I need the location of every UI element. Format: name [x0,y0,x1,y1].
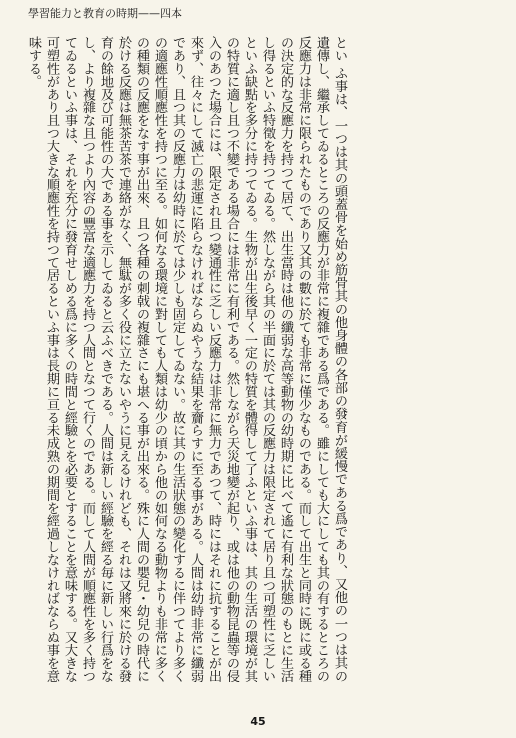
page-number: 45 [250,715,266,728]
vertical-body-text [24,36,496,682]
body-paragraph: とい ふ事は、一つは其の頭蓋骨を始め筋骨其の他身體の各部の發育が緩慢である爲であり、又他の一つは其の遺傳し、繼承してゐるところの反應力が非常に複雜である爲である。雖にしても大にしても其の有するところの反應力は非常に限られたものであり又其の數に於ても非常に僅少なものである。而して出生と同時に既に或る種の決定的な反應力を持つて居て、出生當時は他の纖弱な高等動物の幼時期に比べて遙に有利な狀態のもとに生活し得るといふ特徵を持つてゐる。然しながら其の半面に於ては其の反應力は限定されて居り且つ可塑性に乏しいといふ缺點を多分に持つてゐる。生物が出生後早く一定の特質を體得して了ふといふ事は、其の生活の環境が其の特質に適し且つ不變である場合には非常に有利である。然しながら天災地變が起り、或は他の動物昆蟲等の侵入のあつた場合には、限定され且つ變通性に乏しい反應力は非常に無力であつて、時にはそれに抗することが出來ず、往々にして滅亡の悲運に陷らなければならぬやうな結果を齎らすに至る事がある。人間は幼時非常に纖弱であり、且つ其の反應力は幼時に於ては少しも固定してゐない。故に其の生活狀態の變化するに伴つてより多くの適應性順應性を持つに至る。如何なる環境に對しても人類は幼少の頃から他の如何なる動物よりも非常に多くの種類の反應をなす事が出來、且つ各種の刺戟の複雜さにも堪へる事が出來る。殊に人間の嬰兒・幼兒の時代に於ける反應は無茶苦茶で連絡がなく、無駄が多く役に立たないやうに見えるけれども、それは又將來に於ける發育の餘地及び可能性の大である事を示してゐると云ふべきである。人間は新しい經驗を經る毎に新しい行爲をなし、より複雜な且つより內容の豐富な適應力を持つ人間となつて行くのである。而して人間が順應性を多く持つてゐるといふ事は、それを充分に發育せしめる爲に多くの時間と經驗とを必要とすることを意味する。又大きな可塑性があり且つ大きな順應性を持つて居るといふ事は長期に亘る未成熟の期間を經過しなければならぬ事を意味する。 [26,36,347,682]
running-header: 學習能力と教育の時期——四本 [28,7,182,20]
